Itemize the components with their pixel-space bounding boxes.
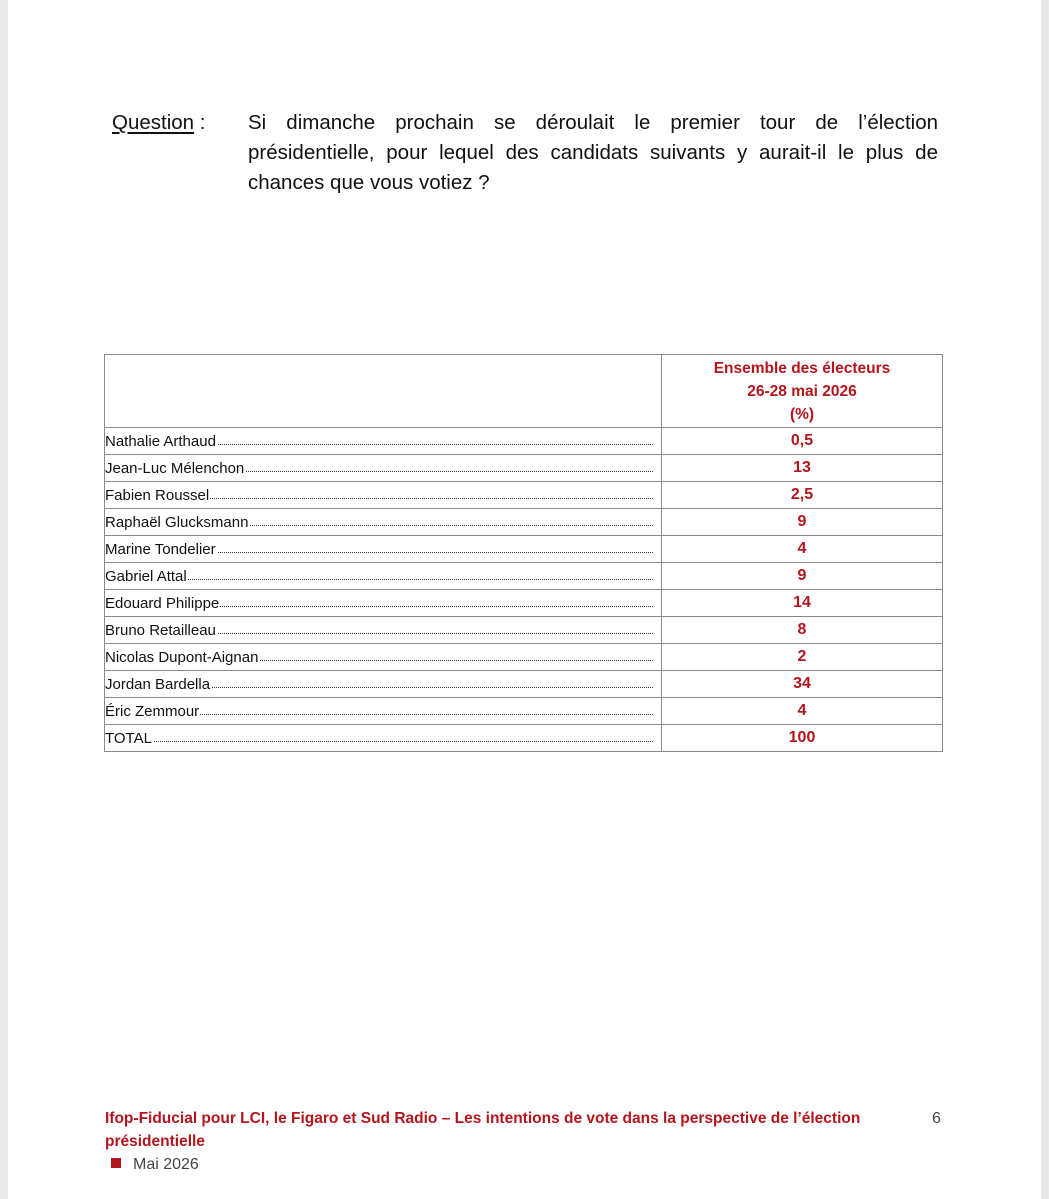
candidate-cell bbox=[105, 725, 662, 752]
candidate-name: Jean-Luc Mélenchon bbox=[105, 459, 245, 477]
table-row bbox=[105, 644, 943, 671]
candidate-name: Gabriel Attal bbox=[105, 567, 187, 585]
question-label-text: Question bbox=[112, 111, 195, 134]
percentage-value: 4 bbox=[662, 536, 943, 563]
candidate-cell bbox=[105, 536, 662, 563]
percentage-value: 0,5 bbox=[662, 428, 943, 455]
candidate-name: Éric Zemmour bbox=[105, 702, 200, 720]
candidate-name: Nicolas Dupont-Aignan bbox=[105, 648, 259, 666]
question-label bbox=[112, 108, 242, 138]
results-table bbox=[104, 354, 943, 752]
candidate-cell bbox=[105, 698, 662, 725]
footer-source: Ifop-Fiducial pour LCI, le Figaro et Sud Radio – Les intentions de vote dans la perspective de l’élection présidentielle bbox=[105, 1110, 861, 1150]
footer-date-line bbox=[111, 1153, 199, 1176]
document-page bbox=[8, 0, 1041, 1199]
candidate-name: Fabien Roussel bbox=[105, 486, 210, 504]
square-bullet-icon bbox=[111, 1158, 121, 1168]
table-row bbox=[105, 428, 943, 455]
percentage-value: 9 bbox=[662, 563, 943, 590]
candidate-name: Marine Tondelier bbox=[105, 540, 216, 558]
column-header-line1: Ensemble des électeurs bbox=[713, 359, 891, 377]
percentage-value: 34 bbox=[662, 671, 943, 698]
dot-leader bbox=[111, 579, 653, 580]
question-label-colon: : bbox=[194, 111, 206, 134]
candidate-name: Nathalie Arthaud bbox=[105, 432, 216, 450]
footer-date: Mai 2026 bbox=[133, 1156, 199, 1173]
table-row bbox=[105, 509, 943, 536]
candidate-cell bbox=[105, 509, 662, 536]
candidate-cell bbox=[105, 617, 662, 644]
percentage-value: 9 bbox=[662, 509, 943, 536]
table-row bbox=[105, 455, 943, 482]
column-header-line2: 26-28 mai 2026 bbox=[747, 382, 857, 400]
percentage-value: 2,5 bbox=[662, 482, 943, 509]
table-row bbox=[105, 698, 943, 725]
percentage-value: 13 bbox=[662, 455, 943, 482]
dot-leader bbox=[111, 741, 653, 742]
candidate-name: Raphaël Glucksmann bbox=[105, 513, 249, 531]
table-body bbox=[105, 428, 943, 752]
header-blank-cell bbox=[105, 355, 662, 428]
percentage-value: 8 bbox=[662, 617, 943, 644]
column-header bbox=[662, 355, 943, 428]
candidate-name: Bruno Retailleau bbox=[105, 621, 216, 639]
table-row bbox=[105, 590, 943, 617]
candidate-cell bbox=[105, 644, 662, 671]
candidate-cell bbox=[105, 590, 662, 617]
table-header-row bbox=[105, 355, 943, 428]
percentage-value: 2 bbox=[662, 644, 943, 671]
candidate-name: Edouard Philippe bbox=[105, 594, 220, 612]
candidate-cell bbox=[105, 428, 662, 455]
candidate-cell bbox=[105, 482, 662, 509]
percentage-value: 14 bbox=[662, 590, 943, 617]
candidate-name: TOTAL bbox=[105, 729, 152, 747]
candidate-cell bbox=[105, 563, 662, 590]
page-number: 6 bbox=[932, 1110, 941, 1127]
table-row bbox=[105, 671, 943, 698]
candidate-name: Jordan Bardella bbox=[105, 675, 211, 693]
table-row bbox=[105, 725, 943, 752]
question-text: Si dimanche prochain se déroulait le premier tour de l’élection présidentielle, pour lequel des candidats suivants y aurait-il le plus de chances que vous votiez ? bbox=[248, 111, 938, 194]
candidate-cell bbox=[105, 455, 662, 482]
table-row bbox=[105, 536, 943, 563]
table-row bbox=[105, 563, 943, 590]
column-header-line3: (%) bbox=[789, 405, 815, 423]
table-row bbox=[105, 482, 943, 509]
candidate-cell bbox=[105, 671, 662, 698]
percentage-value: 4 bbox=[662, 698, 943, 725]
table-row bbox=[105, 617, 943, 644]
percentage-value: 100 bbox=[662, 725, 943, 752]
